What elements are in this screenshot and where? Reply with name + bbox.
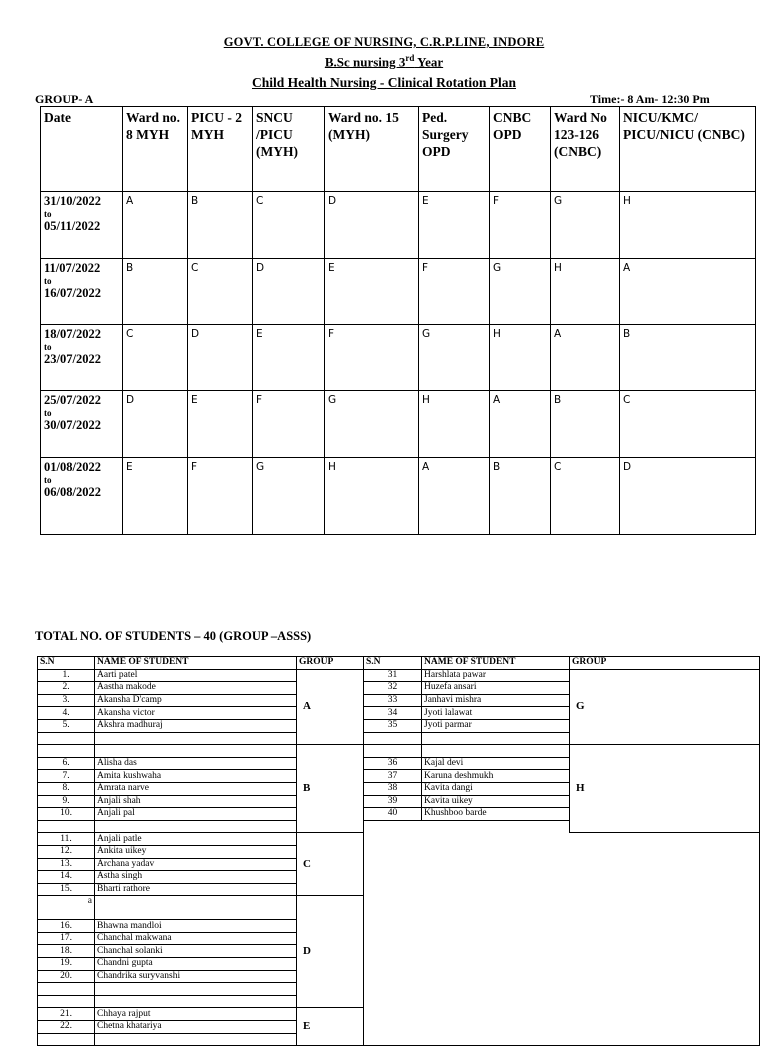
stray-mark-text: a (87, 896, 92, 907)
student-sn: 37 (364, 770, 422, 783)
student-sn: 33 (364, 694, 422, 707)
group-assignment-cell: H (325, 457, 419, 534)
blank-cell (38, 820, 95, 833)
student-sn: 1. (38, 669, 95, 682)
col-header: Ward no. 8 MYH (123, 107, 188, 192)
group-assignment-cell: E (123, 457, 188, 534)
student-name: Chetna khatariya (95, 1021, 297, 1034)
date-range-cell (41, 391, 123, 457)
group-assignment-cell: G (551, 192, 620, 258)
student-name: Kavita uikey (422, 795, 570, 808)
student-name: Amrata narve (95, 782, 297, 795)
group-assignment-cell: D (325, 192, 419, 258)
sn-header: S.N (364, 657, 422, 670)
blank-cell (95, 983, 297, 996)
date-to-word: to (44, 408, 52, 419)
col-header: Ward no. 15 (MYH) (325, 107, 419, 192)
student-sn: 21. (38, 1008, 95, 1021)
student-table (37, 656, 760, 1046)
blank-cell (95, 1033, 297, 1046)
student-sn: 16. (38, 920, 95, 933)
group-assignment-cell: B (620, 324, 756, 390)
group-assignment-cell: E (188, 391, 253, 457)
student-name: Jyoti parmar (422, 719, 570, 732)
student-name: Astha singh (95, 871, 297, 884)
group-label-cell: C (297, 833, 364, 896)
group-assignment-cell: A (551, 324, 620, 390)
date-range-cell (41, 324, 123, 390)
spacer-row (38, 745, 760, 758)
group-assignment-cell: F (253, 391, 325, 457)
date-from: 31/10/2022 (44, 194, 101, 209)
rotation-row (41, 192, 756, 258)
student-name: Bhawna mandloi (95, 920, 297, 933)
date-from: 01/08/2022 (44, 459, 101, 474)
group-assignment-cell: G (490, 258, 551, 324)
student-sn: 39 (364, 795, 422, 808)
student-sn: 15. (38, 883, 95, 896)
group-assignment-cell: C (188, 258, 253, 324)
spacer-row (38, 820, 760, 833)
student-sn: 4. (38, 707, 95, 720)
student-sn: 13. (38, 858, 95, 871)
student-name: Chanchal makwana (95, 932, 297, 945)
blank-cell (364, 745, 422, 758)
student-sn: 20. (38, 970, 95, 983)
group-assignment-cell: A (620, 258, 756, 324)
group-assignment-cell: E (253, 324, 325, 390)
student-sn: 2. (38, 682, 95, 695)
date-to: 30/07/2022 (44, 418, 101, 433)
date-from: 25/07/2022 (44, 393, 101, 408)
student-name: Karuna deshmukh (422, 770, 570, 783)
group-assignment-cell: H (490, 324, 551, 390)
date-to: 05/11/2022 (44, 219, 101, 234)
student-name: Akshra madhuraj (95, 719, 297, 732)
student-sn: 32 (364, 682, 422, 695)
group-label-cell: G (570, 669, 760, 745)
student-name: Aarti patel (95, 669, 297, 682)
student-name: Kavita dangi (422, 782, 570, 795)
student-name: Amita kushwaha (95, 770, 297, 783)
student-sn: 6. (38, 757, 95, 770)
blank-cell (95, 820, 297, 833)
date-from: 18/07/2022 (44, 326, 101, 341)
col-header: Date (41, 107, 123, 192)
group-assignment-cell: D (188, 324, 253, 390)
rotation-row (41, 258, 756, 324)
group-assignment-cell: C (123, 324, 188, 390)
col-header: SNCU /PICU (MYH) (253, 107, 325, 192)
rotation-header-row (41, 107, 756, 192)
col-header: Ward No 123-126 (CNBC) (551, 107, 620, 192)
group-label-cell: D (297, 896, 364, 1008)
group-assignment-cell: G (325, 391, 419, 457)
col-header: CNBC OPD (490, 107, 551, 192)
student-sn: 17. (38, 932, 95, 945)
group-assignment-cell: H (620, 192, 756, 258)
sn-header: S.N (38, 657, 95, 670)
date-from: 11/07/2022 (44, 260, 101, 275)
date-to: 23/07/2022 (44, 351, 101, 366)
group-label: GROUP- A (35, 92, 94, 106)
group-label-cell: E (297, 1008, 364, 1046)
date-range-cell (41, 192, 123, 258)
group-assignment-cell: D (620, 457, 756, 534)
blank-cell (38, 995, 95, 1008)
student-sn: 14. (38, 871, 95, 884)
student-name: Harshlata pawar (422, 669, 570, 682)
group-assignment-cell: E (419, 192, 490, 258)
student-sn: 8. (38, 782, 95, 795)
rotation-table (40, 106, 756, 535)
group-assignment-cell: D (253, 258, 325, 324)
student-sn: 40 (364, 808, 422, 821)
date-to: 06/08/2022 (44, 484, 101, 499)
student-name: Jyoti lalawat (422, 707, 570, 720)
group-assignment-cell: A (419, 457, 490, 534)
group-assignment-cell: G (419, 324, 490, 390)
blank-cell (38, 1033, 95, 1046)
student-name: Janhavi mishra (422, 694, 570, 707)
date-to-word: to (44, 474, 52, 485)
student-sn: 18. (38, 945, 95, 958)
rotation-row (41, 457, 756, 534)
stray-mark (38, 896, 95, 920)
student-name: Chhaya rajput (95, 1008, 297, 1021)
group-assignment-cell: G (253, 457, 325, 534)
group-assignment-cell: A (123, 192, 188, 258)
blank-cell (95, 745, 297, 758)
course-title: B.Sc nursing 3rd Year (324, 53, 444, 70)
college-title: GOVT. COLLEGE OF NURSING, C.R.P.LINE, INDORE (223, 35, 545, 49)
student-name: Chandrika suryvanshi (95, 970, 297, 983)
student-sn: 3. (38, 694, 95, 707)
student-name: Kajal devi (422, 757, 570, 770)
student-sn: 22. (38, 1021, 95, 1034)
plan-title: Child Health Nursing - Clinical Rotation Plan (251, 75, 517, 90)
group-assignment-cell: B (188, 192, 253, 258)
time-label: Time:- 8 Am- 12:30 Pm (590, 92, 710, 106)
group-assignment-cell: C (253, 192, 325, 258)
student-name: Aastha makode (95, 682, 297, 695)
blank-cell (364, 732, 422, 745)
student-header-row (38, 657, 760, 670)
group-header: GROUP (297, 657, 364, 670)
blank-cell (422, 732, 570, 745)
student-name: Khushboo barde (422, 808, 570, 821)
student-name: Archana yadav (95, 858, 297, 871)
rotation-row (41, 324, 756, 390)
empty-right-area (364, 820, 760, 1046)
group-assignment-cell: A (490, 391, 551, 457)
col-header: Ped. Surgery OPD (419, 107, 490, 192)
blank-cell (38, 732, 95, 745)
student-sn: 12. (38, 845, 95, 858)
group-assignment-cell: B (490, 457, 551, 534)
student-sn: 9. (38, 795, 95, 808)
student-name: Akansha victor (95, 707, 297, 720)
group-assignment-cell: E (325, 258, 419, 324)
student-sn: 19. (38, 958, 95, 971)
student-sn: 31 (364, 669, 422, 682)
total-students-label: TOTAL NO. OF STUDENTS – 40 (GROUP –ASSS) (35, 629, 312, 643)
group-assignment-cell: F (188, 457, 253, 534)
blank-cell (422, 745, 570, 758)
group-label-cell: A (297, 669, 364, 745)
student-name: Ankita uikey (95, 845, 297, 858)
student-sn: 11. (38, 833, 95, 846)
date-to-word: to (44, 341, 52, 352)
date-to: 16/07/2022 (44, 285, 101, 300)
group-assignment-cell: C (620, 391, 756, 457)
group-assignment-cell: F (490, 192, 551, 258)
group-assignment-cell: H (551, 258, 620, 324)
student-name: Huzefa ansari (422, 682, 570, 695)
student-sn: 35 (364, 719, 422, 732)
student-sn: 36 (364, 757, 422, 770)
student-row (38, 669, 760, 682)
student-name: Alisha das (95, 757, 297, 770)
date-range-cell (41, 457, 123, 534)
name-header: NAME OF STUDENT (95, 657, 297, 670)
blank-cell (95, 732, 297, 745)
group-assignment-cell: H (419, 391, 490, 457)
student-name: Anjali shah (95, 795, 297, 808)
date-to-word: to (44, 275, 52, 286)
blank-cell (38, 983, 95, 996)
student-name: Akansha D'camp (95, 694, 297, 707)
date-to-word: to (44, 209, 52, 220)
blank-cell (95, 995, 297, 1008)
group-assignment-cell: D (123, 391, 188, 457)
col-header: PICU - 2 MYH (188, 107, 253, 192)
name-header: NAME OF STUDENT (422, 657, 570, 670)
blank-cell (38, 745, 95, 758)
group-header: GROUP (570, 657, 760, 670)
group-assignment-cell: C (551, 457, 620, 534)
group-assignment-cell: F (419, 258, 490, 324)
student-name: Chandni gupta (95, 958, 297, 971)
student-sn: 38 (364, 782, 422, 795)
student-sn: 34 (364, 707, 422, 720)
student-name: Anjali patle (95, 833, 297, 846)
student-sn: 7. (38, 770, 95, 783)
student-sn: 5. (38, 719, 95, 732)
group-assignment-cell: B (551, 391, 620, 457)
group-label-cell: H (570, 745, 760, 833)
student-name: Anjali pal (95, 808, 297, 821)
student-name: Bharti rathore (95, 883, 297, 896)
group-assignment-cell: F (325, 324, 419, 390)
rotation-row (41, 391, 756, 457)
student-sn: 10. (38, 808, 95, 821)
date-range-cell (41, 258, 123, 324)
blank-cell (95, 896, 297, 920)
group-assignment-cell: B (123, 258, 188, 324)
student-name: Chanchal solanki (95, 945, 297, 958)
col-header: NICU/KMC/ PICU/NICU (CNBC) (620, 107, 756, 192)
group-label-cell: B (297, 745, 364, 833)
